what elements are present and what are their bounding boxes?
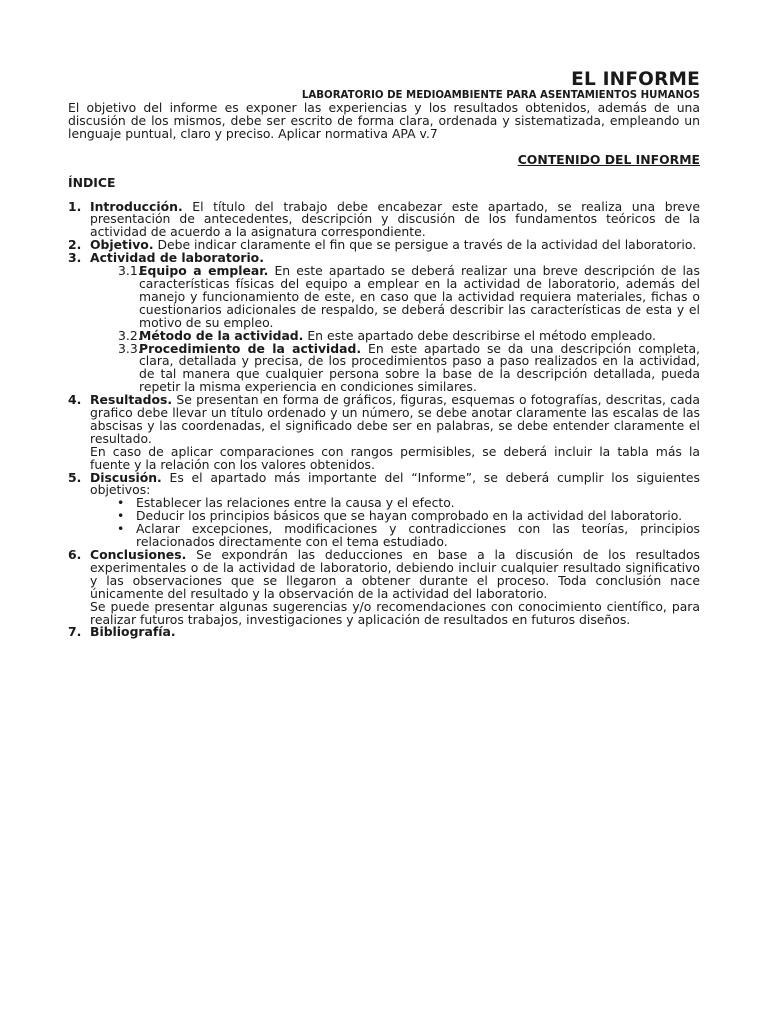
index-heading: ÍNDICE	[68, 174, 116, 190]
item-text: Es el apartado más importante del “Informe”, se deberá cumplir los siguientes objetivos:	[90, 469, 700, 498]
bullet-item: • Establecer las relaciones entre la causa y el efecto.	[117, 495, 455, 511]
list-item-discusion: 5. Discusión. Es el apartado más importante del “Informe”, se deberá cumplir los siguientes objetivos: • Establecer las relaciones entre la causa y el efecto. • Deducir los principios básicos que se hayan comprobado en la actividad del laboratorio. • Aclarar excepciones, modificaciones y contradicciones con las teorías, principios relacionados directamente con el tema estudiado.	[68, 469, 700, 550]
item-heading: Actividad de laboratorio.	[90, 250, 264, 266]
item-heading: Bibliografía.	[90, 624, 176, 640]
sub-item-heading: Método de la actividad.	[139, 327, 304, 343]
bullet-item: • Aclarar excepciones, modificaciones y contradicciones con las teorías, principios relacionados directamente con el tema estudiado.	[117, 521, 700, 550]
sub-item-text: En este apartado se deberá realizar una breve descripción de las características físicas del equipo a emplear en la actividad de laboratorio, además del manejo y funcionamiento de este, en caso que la actividad requiera materiales, fichas o cuestionarios adicionales de respaldo, se deberá describir las características de esta y el motivo de su empleo.	[139, 263, 700, 330]
item-text: El título del trabajo debe encabezar este apartado, se realiza una breve presentación de antecedentes, descripción y discusión de los fundamentos teóricos de la actividad de acuerdo a la asignatura correspondiente.	[90, 198, 700, 240]
contents-list	[68, 198, 701, 640]
intro-paragraph: El objetivo del informe es exponer las experiencias y los resultados obtenidos, además de una discusión de los mismos, debe ser escrito de forma clara, ordenada y sistematizada, empleando un lenguaje puntual, claro y preciso. Aplicar normativa APA v.7	[68, 100, 700, 141]
item-text: Se presentan en forma de gráficos, figuras, esquemas o fotografías, descritas, cada grafico debe llevar un título ordenado y un número, se debe anotar claramente las escalas de las abscisas y las coordenadas, el significado debe ser en palabras, se debe entender claramente el resultado.	[90, 392, 700, 446]
bullet-item: • Deducir los principios básicos que se hayan comprobado en la actividad del laboratorio.	[117, 508, 683, 524]
item-text: Se expondrán las deducciones en base a la discusión de los resultados experimentales o de la actividad de laboratorio, debiendo incluir cualquier resultado significativo y las observaciones que se llegaron a obtener durante el proceso. Toda conclusión nace únicamente del resultado y la observación de la actividad del laboratorio.	[90, 547, 700, 601]
item-heading: Discusión.	[90, 469, 162, 485]
item-heading: Conclusiones.	[90, 547, 187, 562]
sub-item-metodo: 3.2. Método de la actividad. En este apartado debe describirse el método empleado.	[118, 327, 656, 343]
item-heading: Introducción.	[90, 198, 183, 214]
list-item-resultados: 4. Resultados. Se presentan en forma de gráficos, figuras, esquemas o fotografías, descritas, cada grafico debe llevar un título ordenado y un número, se debe anotar claramente las escalas de las abscisas y las coordenadas, el significado debe ser en palabras, se debe entender claramente el resultado. En caso de aplicar comparaciones con rangos permisibles, se deberá incluir la tabla más la fuente y la relación con los valores obtenidos.	[68, 392, 700, 472]
bullet-icon: •	[117, 495, 125, 511]
item-heading: Objetivo.	[90, 237, 154, 253]
sub-item-text: En este apartado debe describirse el método empleado.	[303, 327, 656, 343]
objectives-list	[90, 497, 700, 549]
item-extra-paragraph: En caso de aplicar comparaciones con rangos permisibles, se deberá incluir la tabla más la fuente y la relación con los valores obtenidos.	[90, 443, 700, 472]
sub-item-equipo: 3.1. Equipo a emplear. En este apartado se deberá realizar una breve descripción de las características físicas del equipo a emplear en la actividad de laboratorio, además del manejo y funcionamiento de este, en caso que la actividad requiera materiales, fichas o cuestionarios adicionales de respaldo, se deberá describir las características de esta y el motivo de su empleo.	[118, 263, 700, 330]
list-item-conclusiones: 6. Conclusiones. Se expondrán las deducciones en base a la discusión de los resultados experimentales o de la actividad de laboratorio, debiendo incluir cualquier resultado significativo y las observaciones que se llegaron a obtener durante el proceso. Toda conclusión nace únicamente del resultado y la observación de la actividad del laboratorio. Se puede presentar algunas sugerencias y/o recomendaciones con conocimiento científico, para realizar futuros trabajos, investigaciones y aplicación de resultados en futuros diseños.	[68, 547, 700, 627]
bullet-icon: •	[117, 508, 125, 524]
document-subtitle: LABORATORIO DE MEDIOAMBIENTE PARA ASENTAMIENTOS HUMANOS	[301, 90, 700, 101]
item-text: Debe indicar claramente el fin que se persigue a través de la actividad del laboratorio.	[153, 237, 697, 253]
sub-list	[90, 265, 700, 394]
list-item-introduccion: 1. Introducción. El título del trabajo debe encabezar este apartado, se realiza una breve presentación de antecedentes, descripción y discusión de los fundamentos teóricos de la actividad de acuerdo a la asignatura correspondiente.	[68, 198, 700, 240]
bullet-icon: •	[117, 521, 125, 537]
item-extra-paragraph: Se puede presentar algunas sugerencias y/o recomendaciones con conocimiento científico, para realizar futuros trabajos, investigaciones y aplicación de resultados en futuros diseños.	[90, 598, 700, 627]
list-item-objetivo: 2. Objetivo. Debe indicar claramente el fin que se persigue a través de la actividad del laboratorio.	[68, 237, 697, 253]
list-item-bibliografia: 7. Bibliografía.	[68, 624, 176, 640]
section-title: CONTENIDO DEL INFORME	[517, 151, 700, 167]
document-title: EL INFORME	[571, 69, 700, 90]
sub-item-heading: Procedimiento de la actividad.	[139, 340, 362, 356]
sub-item-text: En este apartado se da una descripción completa, clara, detallada y precisa, de los procedimientos paso a paso realizados en la actividad, de tal manera que cualquier persona sobre la base de la descripción detallada, pueda repetir la misma experiencia en condiciones similares.	[139, 340, 701, 395]
sub-item-heading: Equipo a emplear.	[139, 263, 269, 279]
item-heading: Resultados.	[90, 392, 173, 408]
sub-item-procedimiento: 3.3. Procedimiento de la actividad. En este apartado se da una descripción completa, clara, detallada y precisa, de los procedimientos paso a paso realizados en la actividad, de tal manera que cualquier persona sobre la base de la descripción detallada, pueda repetir la misma experiencia en condiciones similares.	[118, 340, 701, 395]
list-item-actividad: 3. Actividad de laboratorio. 3.1. Equipo a emplear. En este apartado se deberá realizar una breve descripción de las características físicas del equipo a emplear en la actividad de laboratorio, además del manejo y funcionamiento de este, en caso que la actividad requiera materiales, fichas o cuestionarios adicionales de respaldo, se deberá describir las características de esta y el motivo de su empleo. 3.2. Método de la actividad. En este apartado debe describirse el método empleado. 3.3. Procedimiento de la actividad. En este apartado se da una descripción completa, clara, detallada y precisa, de los procedimientos paso a paso realizados en la actividad, de tal manera que cualquier persona sobre la base de la descripción detallada, pueda repetir la misma experiencia en condiciones similares.	[68, 250, 701, 395]
